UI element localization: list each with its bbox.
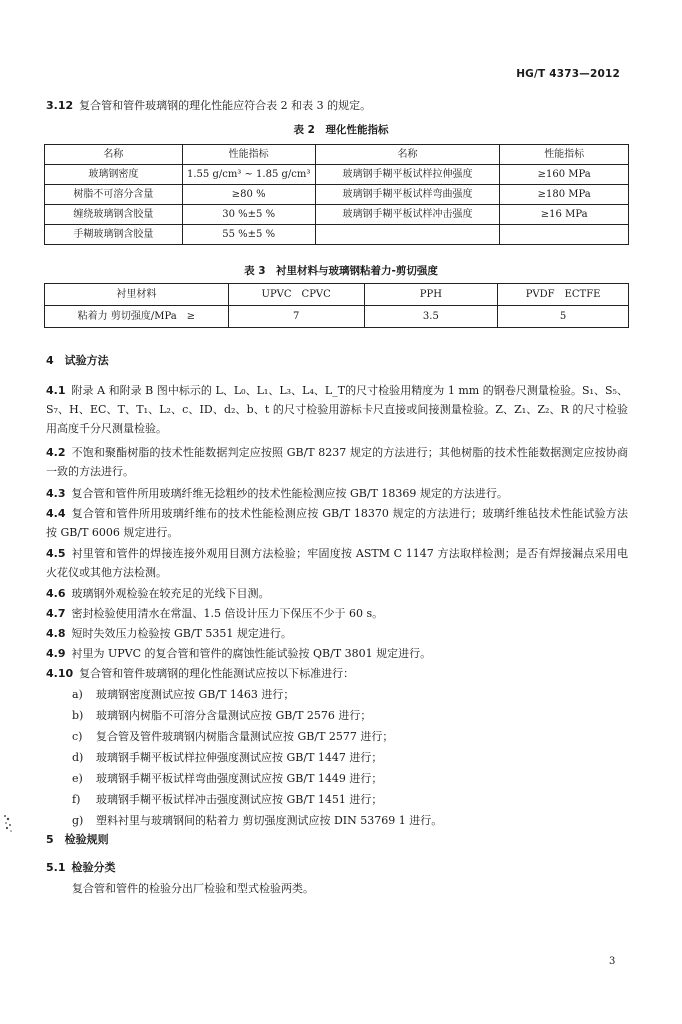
table-row <box>45 185 629 205</box>
clause-number: 4.5 <box>46 547 66 560</box>
section-5-heading: 5 检验规则 <box>46 833 109 846</box>
table-2-caption: 表 2 理化性能指标 <box>293 124 389 136</box>
table-cell: ≥180 MPa <box>500 185 629 205</box>
section-4-heading: 4 试验方法 <box>46 354 109 367</box>
table-cell: 玻璃钢手糊平板试样冲击强度 <box>315 205 500 225</box>
table-cell: 玻璃钢密度 <box>45 165 183 185</box>
table-cell: 树脂不可溶分含量 <box>45 185 183 205</box>
list-item-text: 玻璃钢手糊平板试样拉伸强度测试应按 GB/T 1447 进行； <box>96 751 383 764</box>
clause-text: 衬里为 UPVC 的复合管和管件的腐蚀性能试验按 QB/T 3801 规定进行。 <box>71 647 432 660</box>
clause-text: 复合管和管件玻璃钢的理化性能测试应按以下标准进行： <box>79 667 355 680</box>
table-cell: 30 %±5 % <box>182 205 315 225</box>
table-header-cell: 性能指标 <box>182 145 315 165</box>
table-cell: 1.55 g/cm³ ~ 1.85 g/cm³ <box>182 165 315 185</box>
list-item-text: 复合管及管件玻璃钢内树脂含量测试应按 GB/T 2577 进行； <box>96 730 394 743</box>
table-3 <box>44 283 629 328</box>
table-row <box>45 225 629 245</box>
table-cell: 7 <box>228 306 364 328</box>
table-header-row <box>45 284 629 306</box>
table-cell: 玻璃钢手糊平板试样拉伸强度 <box>315 165 500 185</box>
clause-4-4 <box>46 504 628 542</box>
list-item <box>72 727 393 746</box>
clause-text: 短时失效压力检验按 GB/T 5351 规定进行。 <box>71 627 292 640</box>
clause-text: 玻璃钢外观检验在较充足的光线下目测。 <box>71 587 270 600</box>
table-header-cell: 名称 <box>315 145 500 165</box>
list-item <box>72 790 382 809</box>
scan-speck <box>2 812 14 834</box>
list-item-text: 玻璃钢内树脂不可溶分含量测试应按 GB/T 2576 进行； <box>96 709 372 722</box>
clause-number: 4.4 <box>46 507 66 520</box>
clause-4-3 <box>46 484 628 503</box>
clause-text: 复合管和管件玻璃钢的理化性能应符合表 2 和表 3 的规定。 <box>79 99 372 112</box>
list-item-label: g) <box>72 814 84 827</box>
clause-4-7 <box>46 604 628 623</box>
standard-number: HG/T 4373—2012 <box>516 68 620 80</box>
table-3-caption: 表 3 衬里材料与玻璃钢粘着力-剪切强度 <box>244 265 438 277</box>
clause-text: 密封检验使用清水在常温、1.5 倍设计压力下保压不少于 60 s。 <box>71 607 384 620</box>
clause-number: 4.10 <box>46 667 74 680</box>
clause-4-10 <box>46 664 628 683</box>
clause-5-1-heading <box>46 859 116 875</box>
table-row <box>45 165 629 185</box>
clause-number: 3.12 <box>46 99 74 112</box>
list-item-text: 玻璃钢密度测试应按 GB/T 1463 进行； <box>96 688 295 701</box>
list-item-label: e) <box>72 772 83 785</box>
clause-number: 4.1 <box>46 384 66 397</box>
clause-4-5 <box>46 544 628 582</box>
table-cell: 55 %±5 % <box>182 225 315 245</box>
list-item-label: f) <box>72 793 81 806</box>
list-item <box>72 811 442 830</box>
clause-number: 4.6 <box>46 587 66 600</box>
table-cell <box>315 225 500 245</box>
clause-4-2 <box>46 443 628 481</box>
table-cell: 玻璃钢手糊平板试样弯曲强度 <box>315 185 500 205</box>
clause-number: 4.8 <box>46 627 66 640</box>
list-item <box>72 706 371 725</box>
clause-number: 4.2 <box>46 446 66 459</box>
table-cell: ≥80 % <box>182 185 315 205</box>
clause-text: 不饱和聚酯树脂的技术性能数据判定应按照 GB/T 8237 规定的方法进行；其他树脂的技术性能数据测定应按协商一致的方法进行。 <box>46 446 628 478</box>
table-header-cell: 衬里材料 <box>45 284 229 306</box>
clause-4-8 <box>46 624 628 643</box>
table-2 <box>44 144 629 245</box>
table-cell: 3.5 <box>364 306 498 328</box>
list-item-label: c) <box>72 730 83 743</box>
clause-text: 复合管和管件所用玻璃纤维无捻粗纱的技术性能检测应按 GB/T 18369 规定的方法进行。 <box>71 487 508 500</box>
clause-number: 4.7 <box>46 607 66 620</box>
clause-4-1 <box>46 381 628 438</box>
clause-5-1-text: 复合管和管件的检验分出厂检验和型式检验两类。 <box>72 882 314 895</box>
table-header-cell: PPH <box>364 284 498 306</box>
table-header-cell: UPVC CPVC <box>228 284 364 306</box>
table-header-row <box>45 145 629 165</box>
table-cell <box>500 225 629 245</box>
clause-number: 4.9 <box>46 647 66 660</box>
clause-4-6 <box>46 584 628 603</box>
table-cell: 手糊玻璃钢含胶量 <box>45 225 183 245</box>
table-cell: ≥160 MPa <box>500 165 629 185</box>
clause-text: 衬里管和管件的焊接连接外观用目测方法检验；牢固度按 ASTM C 1147 方法取样检测；是否有焊接漏点采用电火花仪或其他方法检测。 <box>46 547 628 579</box>
clause-title: 检验分类 <box>71 861 116 874</box>
list-item-label: d) <box>72 751 84 764</box>
table-header-cell: 名称 <box>45 145 183 165</box>
table-row <box>45 306 629 328</box>
clause-text: 附录 A 和附录 B 图中标示的 L、L₀、L₁、L₃、L₄、L_T的尺寸检验用精度为 1 mm 的钢卷尺测量检验。S₁、S₅、S₇、H、EC、T、T₁、L₂、c、ID、d₂、b、t 的尺寸检验用游标卡尺直接或间接测量检验。Z、Z₁、Z₂、R 的尺寸检验用高度千分尺测量检验。 <box>46 384 628 435</box>
table-cell: 5 <box>498 306 629 328</box>
clause-number: 4.3 <box>46 487 66 500</box>
page-number: 3 <box>609 956 616 967</box>
table-header-cell: 性能指标 <box>500 145 629 165</box>
clause-3-12 <box>46 96 632 115</box>
list-item <box>72 685 294 704</box>
list-item <box>72 748 382 767</box>
list-item-text: 塑料衬里与玻璃钢间的粘着力 剪切强度测试应按 DIN 53769 1 进行。 <box>96 814 443 827</box>
clause-text: 复合管和管件所用玻璃纤维布的技术性能检测应按 GB/T 18370 规定的方法进行；玻璃纤维毡技术性能试验方法按 GB/T 6006 规定进行。 <box>46 507 628 539</box>
list-item-text: 玻璃钢手糊平板试样冲击强度测试应按 GB/T 1451 进行； <box>96 793 383 806</box>
table-cell: ≥16 MPa <box>500 205 629 225</box>
table-cell: 缠绕玻璃钢含胶量 <box>45 205 183 225</box>
list-item-text: 玻璃钢手糊平板试样弯曲强度测试应按 GB/T 1449 进行； <box>96 772 383 785</box>
table-header-cell: PVDF ECTFE <box>498 284 629 306</box>
table-cell: 粘着力 剪切强度/MPa ≥ <box>45 306 229 328</box>
list-item-label: b) <box>72 709 84 722</box>
list-item <box>72 769 382 788</box>
clause-4-9 <box>46 644 628 663</box>
table-row <box>45 205 629 225</box>
clause-number: 5.1 <box>46 861 66 874</box>
list-item-label: a) <box>72 688 83 701</box>
